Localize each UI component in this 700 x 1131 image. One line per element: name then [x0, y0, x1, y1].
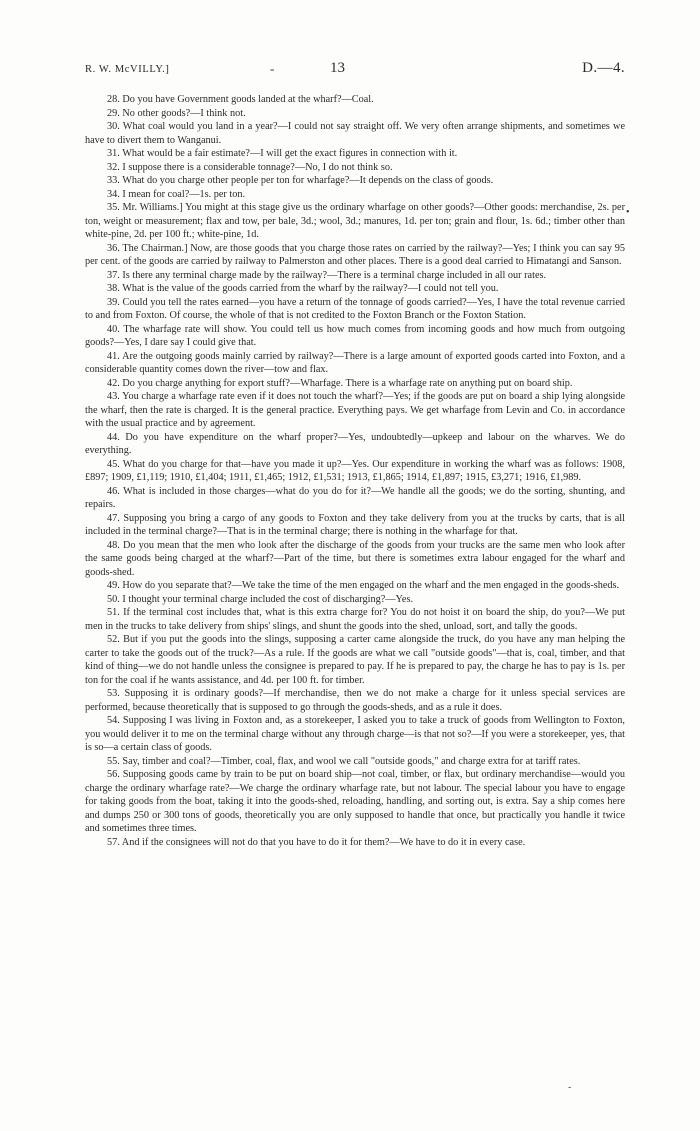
paragraph-56: 56. Supposing goods came by train to be put on board ship—not coal, timber, or flax, but ordinary merchandise—would you charge the ordinary wharfage rate?—We charge the ordinary wharfage rate, but not labour. The special labour you have to engage for taking goods from the boat, taking it into the goods-shed, reloading, handling, and sorting out, is extra. Say a ship comes here and dumps 250 or 300 tons of goods, theoretically you are only supposed to handle that once, but practically you handle it twice and sometimes three times. [85, 769, 625, 834]
paragraph-51: 51. If the terminal cost includes that, what is this extra charge for? You do not hoist it on board the ship, do you?—We put men in the trucks to take delivery from ships' slings, and shunt the goods into the shed, unload, sort, and tally the goods. [85, 607, 625, 632]
paragraph-53: 53. Supposing it is ordinary goods?—If merchandise, then we do not make a charge for it unless special services are performed, because theoretically that is supposed to go through the goods-sheds, and as a rule it does. [85, 688, 625, 713]
paragraph-36: 36. The Chairman.] Now, are those goods that you charge those rates on carried by the railway?—Yes; I think you can say 95 per cent. of the goods are carried by railway to Palmerston and other places. There is a good deal carried to Himatangi and Sanson. [85, 242, 625, 267]
paragraph-47: 47. Supposing you bring a cargo of any goods to Foxton and they take delivery from you at the trucks by carts, that is all included in the terminal charge?—That is in the terminal charge; there is nothing in the wharfage for that. [85, 512, 625, 537]
document-reference: D.—4. [582, 60, 625, 76]
paragraph-32: 32. I suppose there is a considerable tonnage?—No, I do not think so. [107, 161, 393, 173]
paragraph-46: 46. What is included in those charges—what do you do for it?—We handle all the goods; we do the sorting, shunting, and repairs. [85, 485, 625, 510]
paragraph-28: 28. Do you have Government goods landed at the wharf?—Coal. [107, 94, 374, 105]
paragraph-40: 40. The wharfage rate will show. You could tell us how much comes from incoming goods and how much from outgoing goods?—Yes, I dare say I could give that. [85, 323, 625, 348]
paragraph-45: 45. What do you charge for that—have you made it up?—Yes. Our expenditure in working the wharf was as follows: 1908, £897; 1909, £1,119; 1910, £1,404; 1911, £1,465; 1912, £1,531; 1913, £1,865; 1914, £1,897; 1915, £3,271; 1916, £1,989. [85, 458, 625, 483]
paragraph-49: 49. How do you separate that?—We take the time of the men engaged on the wharf and the men engaged in the goods-sheds. [107, 580, 620, 591]
page-number: 13 [330, 60, 345, 76]
paragraph-29: 29. No other goods?—I think not. [107, 107, 246, 119]
paragraph-31: 31. What would be a fair estimate?—I will get the exact figures in connection with it. [107, 148, 458, 159]
paragraph-39: 39. Could you tell the rates earned—you have a return of the tonnage of goods carried?—Yes, I have the total revenue carried to and from Foxton. Of course, the whole of that is not credited to the Foxton Branch or the Foxton Station. [85, 296, 625, 321]
witness-name: R. W. McVILLY.] [85, 64, 170, 75]
page-header [85, 62, 625, 80]
footer-mark: - [568, 1082, 574, 1093]
header-dash: - [270, 61, 275, 76]
paragraph-30: 30. What coal would you land in a year?—I could not say straight off. We very often arrange shipments, and sometimes we have to divert them to Wanganui. [85, 121, 625, 146]
paragraph-48: 48. Do you mean that the men who look after the discharge of the goods from your trucks are the same men who look after the same goods being charged at the wharf?—Part of the time, but there is sometimes extra labour engaged for the wharf and goods-shed. [85, 539, 625, 578]
paragraph-44: 44. Do you have expenditure on the wharf proper?—Yes, undoubtedly—upkeep and labour on the wharves. We do everything. [85, 431, 625, 456]
margin-dot: • [626, 207, 630, 218]
paragraph-41: 41. Are the outgoing goods mainly carried by railway?—There is a large amount of exported goods carted into Foxton, and a considerable quantity comes down the river—tow and flax. [85, 350, 625, 375]
paragraph-38: 38. What is the value of the goods carried from the wharf by the railway?—I could not tell you. [107, 283, 499, 294]
evidence-body [85, 93, 625, 849]
paragraph-52: 52. But if you put the goods into the slings, supposing a carter came alongside the truck, do you have any man helping the carter to take the goods out of the truck?—As a rule. If the goods are what we call "outside goods"—that is, coal, timber, and that kind of thing—we do not handle unless the consignee is prepared to pay. If he is prepared to pay, the charge he has to pay is 1s. per ton for the coal if he wants assistance, and 4d. per 100 ft. for timber. [85, 634, 625, 686]
paragraph-54: 54. Supposing I was living in Foxton and, as a storekeeper, I asked you to take a truck of goods from Wellington to Foxton, you would deliver it to me on the terminal charge without any through charge—is that not so?—If you were a storekeeper, yes, that is so—a certain class of goods. [85, 715, 625, 753]
paragraph-42: 42. Do you charge anything for export stuff?—Wharfage. There is a wharfage rate on anything put on board ship. [107, 377, 573, 389]
paragraph-34: 34. I mean for coal?—1s. per ton. [107, 188, 246, 200]
paragraph-57: 57. And if the consignees will not do that you have to do it for them?—We have to do it in every case. [107, 836, 526, 848]
paragraph-43: 43. You charge a wharfage rate even if it does not touch the wharf?—Yes; if the goods are put on board a ship lying alongside the wharf, then the rate is charged. It is the general practice. Everything pays. We get wharfage from Levin and Co. in accordance with the usual practice and by agreement. [85, 391, 625, 429]
paragraph-55: 55. Say, timber and coal?—Timber, coal, flax, and wool we call "outside goods," and charge extra for at tariff rates. [107, 755, 581, 767]
paragraph-33: 33. What do you charge other people per ton for wharfage?—It depends on the class of goods. [107, 175, 494, 186]
paragraph-50: 50. I thought your terminal charge included the cost of discharging?—Yes. [107, 593, 414, 605]
paragraph-35: 35. Mr. Williams.] You might at this stage give us the ordinary wharfage on other goods?—Other goods: merchandise, 2s. per ton, weight or measurement; flax and tow, per bale, 3d.; wool, 3d.; manures, 1d. per ton; grain and flour, 1s. 6d.; timber other than white-pine, 2d. per 100 ft.; white-pine, 1d. [85, 202, 625, 240]
paragraph-37: 37. Is there any terminal charge made by the railway?—There is a terminal charge included in all our rates. [107, 269, 547, 281]
